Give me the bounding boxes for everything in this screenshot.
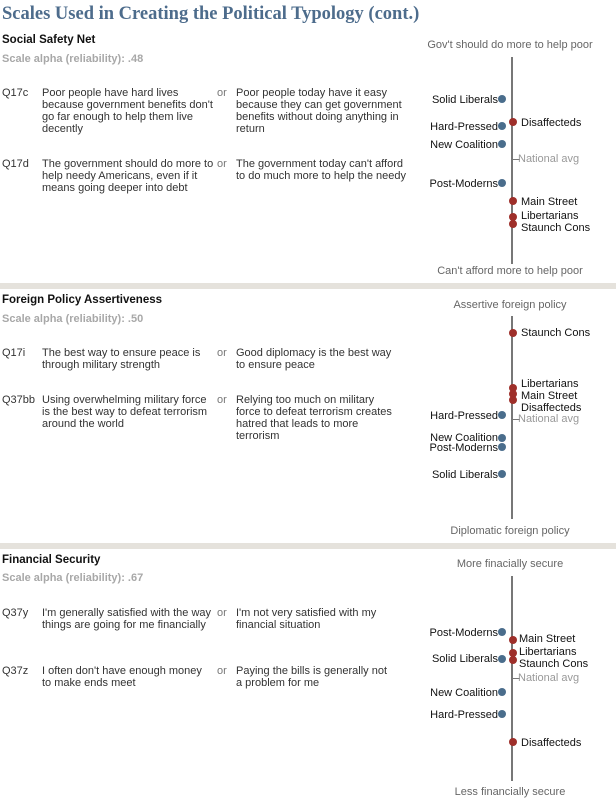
scale-top-label: Assertive foreign policy — [453, 299, 567, 311]
group-label: Disaffecteds — [521, 117, 582, 129]
group-dot — [509, 396, 517, 404]
scale-alpha: Scale alpha (reliability): .48 — [2, 53, 144, 65]
question-id: Q37bb — [2, 394, 36, 406]
or-label: or — [217, 607, 227, 619]
group-dot — [509, 118, 517, 126]
group-label: Libertarians — [521, 210, 579, 222]
statement-a: Using overwhelming military force is the best way to defeat terrorism around the world — [42, 394, 208, 430]
statement-a: The best way to ensure peace is through military strength — [42, 347, 201, 371]
scale-bottom-label: Can't afford more to help poor — [437, 265, 583, 277]
group-dot — [498, 179, 506, 187]
group-label: Post-Moderns — [429, 178, 498, 190]
national-avg-label: National avg — [518, 153, 580, 165]
question-id: Q37z — [2, 665, 29, 677]
section-title: Financial Security — [2, 554, 101, 566]
section-divider — [0, 283, 616, 289]
group-dot — [509, 636, 517, 644]
group-dot — [509, 197, 517, 205]
statement-b: Good diplomacy is the best way to ensure peace — [236, 347, 392, 371]
statement-a: I'm generally satisfied with the way things are going for me financially — [42, 607, 212, 631]
group-label: Solid Liberals — [431, 653, 498, 665]
group-dot — [509, 329, 517, 337]
group-label: Main Street — [521, 390, 578, 402]
section-title: Social Safety Net — [2, 34, 96, 46]
or-label: or — [217, 158, 227, 170]
group-label: Disaffecteds — [521, 737, 582, 749]
group-label: Solid Liberals — [431, 469, 498, 481]
scale-alpha: Scale alpha (reliability): .67 — [2, 572, 144, 584]
national-avg-label: National avg — [518, 672, 580, 684]
question-id: Q17d — [2, 158, 29, 170]
group-dot — [498, 655, 506, 663]
group-dot — [498, 122, 506, 130]
group-dot — [509, 220, 517, 228]
group-label: Hard-Pressed — [430, 121, 498, 133]
group-label: Hard-Pressed — [430, 709, 498, 721]
group-label: New Coalition — [430, 139, 498, 151]
group-label: Solid Liberals — [431, 94, 498, 106]
group-label: Libertarians — [521, 378, 579, 390]
group-label: Staunch Cons — [519, 658, 589, 670]
section-divider — [0, 543, 616, 549]
group-label: New Coalition — [430, 687, 498, 699]
group-dot — [509, 656, 517, 664]
group-dot — [498, 95, 506, 103]
group-label: Disaffecteds — [521, 402, 582, 414]
group-dot — [498, 411, 506, 419]
or-label: or — [217, 347, 227, 359]
group-dot — [498, 434, 506, 442]
statement-b: The government today can't afford to do much more to help the needy — [236, 158, 406, 182]
group-dot — [498, 140, 506, 148]
scale-bottom-label: Less financially secure — [454, 786, 566, 798]
group-label: New Coalition — [430, 432, 498, 444]
question-id: Q37y — [2, 607, 29, 619]
or-label: or — [217, 665, 227, 677]
national-avg-label: National avg — [518, 413, 580, 425]
question-id: Q17c — [2, 87, 29, 99]
section-title: Foreign Policy Assertiveness — [2, 294, 163, 306]
group-label: Hard-Pressed — [430, 410, 498, 422]
or-label: or — [217, 394, 227, 406]
scale-alpha: Scale alpha (reliability): .50 — [2, 313, 144, 325]
statement-b: Relying too much on military force to defeat terrorism creates hatred that leads to more terrorism — [236, 394, 392, 442]
statement-b: I'm not very satisfied with my financial situation — [236, 607, 377, 631]
page-title: Scales Used in Creating the Political Typology (cont.) — [2, 4, 420, 24]
question-id: Q17i — [2, 347, 26, 359]
scale-top-label: More finacially secure — [456, 558, 564, 570]
group-dot — [509, 738, 517, 746]
statement-b: Paying the bills is generally not a problem for me — [236, 665, 388, 689]
scale-bottom-label: Diplomatic foreign policy — [450, 525, 570, 537]
scale-axis — [511, 316, 513, 519]
group-label: Libertarians — [519, 646, 577, 658]
group-label: Staunch Cons — [521, 327, 591, 339]
group-label: Staunch Cons — [521, 222, 591, 234]
scale-top-label: Gov't should do more to help poor — [427, 39, 593, 51]
group-label: Post-Moderns — [429, 627, 498, 639]
group-label: Main Street — [521, 196, 578, 208]
or-label: or — [217, 87, 227, 99]
group-dot — [498, 710, 506, 718]
group-dot — [498, 628, 506, 636]
group-label: Main Street — [519, 633, 576, 645]
statement-a: Poor people have hard lives because government benefits don't go far enough to help them live decently — [42, 87, 213, 135]
group-dot — [498, 470, 506, 478]
group-label: Post-Moderns — [429, 442, 498, 454]
statement-a: The government should do more to help needy Americans, even if it means going deeper into debt — [42, 158, 214, 194]
group-dot — [498, 688, 506, 696]
group-dot — [498, 443, 506, 451]
statement-b: Poor people today have it easy because they can get government benefits without doing anything in return — [236, 87, 402, 135]
scale-axis — [511, 57, 513, 264]
statement-a: I often don't have enough money to make ends meet — [42, 665, 202, 689]
